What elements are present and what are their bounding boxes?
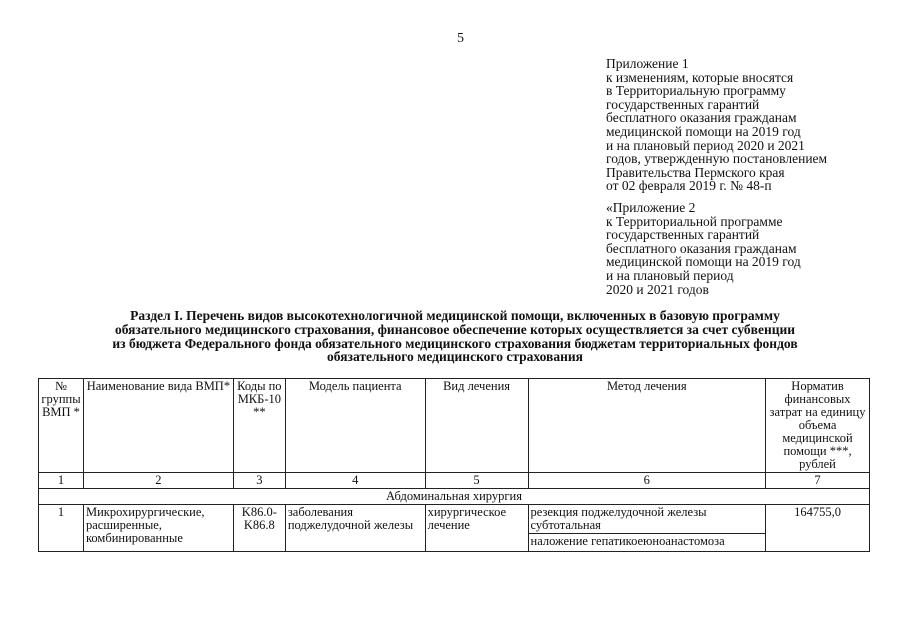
- appendix-2-line: бесплатного оказания гражданам: [606, 240, 797, 256]
- section-title-line: Раздел I. Перечень видов высокотехнологичной медицинской помощи, включенных в базовую программу: [130, 308, 780, 323]
- appendix-1-line: от 02 февраля 2019 г. № 48-п: [606, 178, 772, 194]
- column-number: 5: [425, 473, 528, 489]
- appendix-1-note: [606, 57, 827, 193]
- section-title: [40, 309, 870, 364]
- appendix-1-line: в Территориальную программу: [606, 83, 786, 99]
- column-number: 7: [766, 473, 870, 489]
- table-row: [39, 505, 870, 552]
- appendix-1-line: и на плановый период 2020 и 2021: [606, 137, 805, 153]
- cell-cost-norm: 164755,0: [766, 505, 870, 552]
- appendix-2-note: [606, 201, 801, 296]
- appendix-1-line: Приложение 1: [606, 56, 689, 71]
- header-treatment-type: Вид лечения: [425, 379, 528, 473]
- section-title-line: обязательного медицинского страхования: [327, 349, 583, 365]
- appendix-1-line: годов, утвержденную постановлением: [606, 151, 828, 167]
- header-icd-codes: Коды по МКБ-10 **: [233, 379, 285, 473]
- column-number: 4: [285, 473, 425, 489]
- header-vmp-name: Наименование вида ВМП*: [83, 379, 233, 473]
- appendix-1-line: бесплатного оказания гражданам: [606, 110, 797, 126]
- appendix-1-line: Правительства Пермского края: [606, 164, 785, 180]
- column-number: 2: [83, 473, 233, 489]
- appendix-1-line: медицинской помощи на 2019 год: [606, 123, 801, 139]
- page-number: 5: [457, 31, 464, 46]
- table-header-row: [39, 379, 870, 473]
- appendix-2-line: к Территориальной программе: [606, 213, 783, 229]
- appendix-2-line: «Приложение 2: [606, 200, 696, 215]
- appendix-2-line: и на плановый период: [606, 267, 734, 283]
- table-section-row: [39, 489, 870, 505]
- appendix-2-line: государственных гарантий: [606, 227, 760, 243]
- header-cost-norm: Норматив финансовых затрат на единицу объема медицинской помощи ***, рублей: [766, 379, 870, 473]
- section-title-line: из бюджета Федерального фонда обязательного медицинского страхования бюджетам территориальных фондов: [112, 335, 798, 351]
- section-title-line: обязательного медицинского страхования, финансовое обеспечение которых осуществляется за счет субвенции: [114, 321, 796, 337]
- column-number: 6: [528, 473, 766, 489]
- header-treatment-method: Метод лечения: [528, 379, 766, 473]
- header-group-number: № группы ВМП *: [39, 379, 84, 473]
- cell-group-number: 1: [39, 505, 84, 552]
- header-patient-model: Модель пациента: [285, 379, 425, 473]
- cell-patient-model: заболевания поджелудочной железы: [285, 505, 425, 552]
- column-number-row: [39, 473, 870, 489]
- cell-treatment-method: [528, 505, 766, 552]
- section-label: Абдоминальная хирургия: [39, 489, 870, 505]
- treatment-method-item: наложение гепатикоеюноанастомоза: [529, 533, 766, 549]
- treatment-method-item: резекция поджелудочной железы субтотальная: [530, 505, 707, 532]
- appendix-2-line: 2020 и 2021 годов: [606, 281, 709, 297]
- appendix-1-line: государственных гарантий: [606, 96, 760, 112]
- cell-treatment-type: хирургическое лечение: [425, 505, 528, 552]
- appendix-1-line: к изменениям, которые вносятся: [606, 69, 794, 85]
- column-number: 3: [233, 473, 285, 489]
- cell-vmp-name: Микрохирургические, расширенные, комбинированные: [83, 505, 233, 552]
- cell-icd-codes: K86.0-K86.8: [233, 505, 285, 552]
- appendix-2-line: медицинской помощи на 2019 год: [606, 254, 801, 270]
- vmp-table: [38, 378, 870, 552]
- column-number: 1: [39, 473, 84, 489]
